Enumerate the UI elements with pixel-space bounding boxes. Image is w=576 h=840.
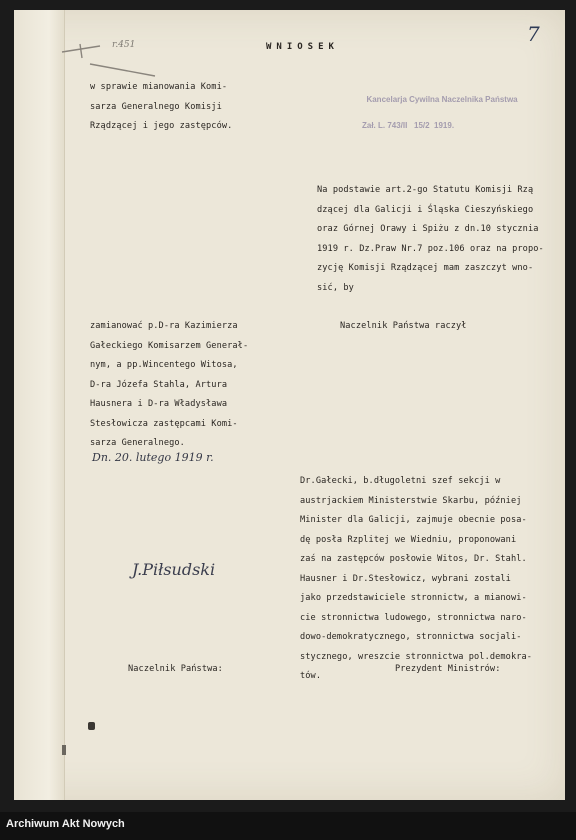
paper-spine (14, 10, 65, 800)
ink-blot (88, 722, 95, 730)
formula-line: Naczelnik Państwa raczył (340, 321, 467, 331)
handwritten-signature (128, 545, 238, 590)
signature-label-head-of-state: Naczelnik Państwa: (128, 664, 223, 674)
document-title: WNIOSEK (266, 42, 339, 52)
signature-text: J.Piłsudski (132, 560, 216, 579)
justification-paragraph: Dr.Gałecki, b.długoletni szef sekcji w austrjackiem Ministerstwie Skarbu, później Minister dla Galicji, zajmuje obecnie posa- dę posła Rzplitej we Wiedniu, proponowani zaś na zastępców posłowie Witos, Dr. Stahl. Hausner i Dr.Stesłowicz, wybrani zostali jako przedstawiciele stronnictw, a mianowi- cie stronnictwa ludowego, stronnictwa naro- dowo-demokratycznego, stronnictwa socjali- stycznego, wreszcie stronnictwa pol.demokra- tów. (300, 476, 533, 681)
archive-name: Archiwum Akt Nowych (6, 818, 125, 830)
appointment-paragraph: zamianować p.D-ra Kazimierza Gałeckiego Komisarzem Generał- nym, a pp.Wincentego Witosa, D-ra Józefa Stahla, Artura Hausnera i D-ra Władysława Stesłowicza zastępcami Komi- sarza Generalnego. (90, 321, 249, 448)
page-number: 7 (527, 22, 540, 46)
handwritten-date: Dn. 20. lutego 1919 r. (92, 451, 214, 464)
pencil-note-text: r.451 (112, 40, 136, 50)
stamp-line-2: Zał. L. 743/II 15/2 1919. (362, 121, 455, 130)
subject-text: w sprawie mianowania Komi- sarza Generalnego Komisji Rządzącej i jego zastępców. (90, 82, 233, 131)
signature-label-prime-minister: Prezydent Ministrów: (395, 664, 501, 674)
registry-stamp (362, 80, 518, 145)
ink-mark (62, 745, 66, 755)
stamp-line-1: Kancelarja Cywilna Naczelnika Państwa (366, 95, 518, 104)
intro-paragraph: Na podstawie art.2-go Statutu Komisji Rzą dzącej dla Galicji i Śląska Cieszyńskiego oraz Górnej Orawy i Spiżu z dn.10 stycznia 1919 r. Dz.Praw Nr.7 poz.106 oraz na propo- zycję Komisji Rządzącej mam zaszczyt wno- sić, by (317, 185, 544, 293)
